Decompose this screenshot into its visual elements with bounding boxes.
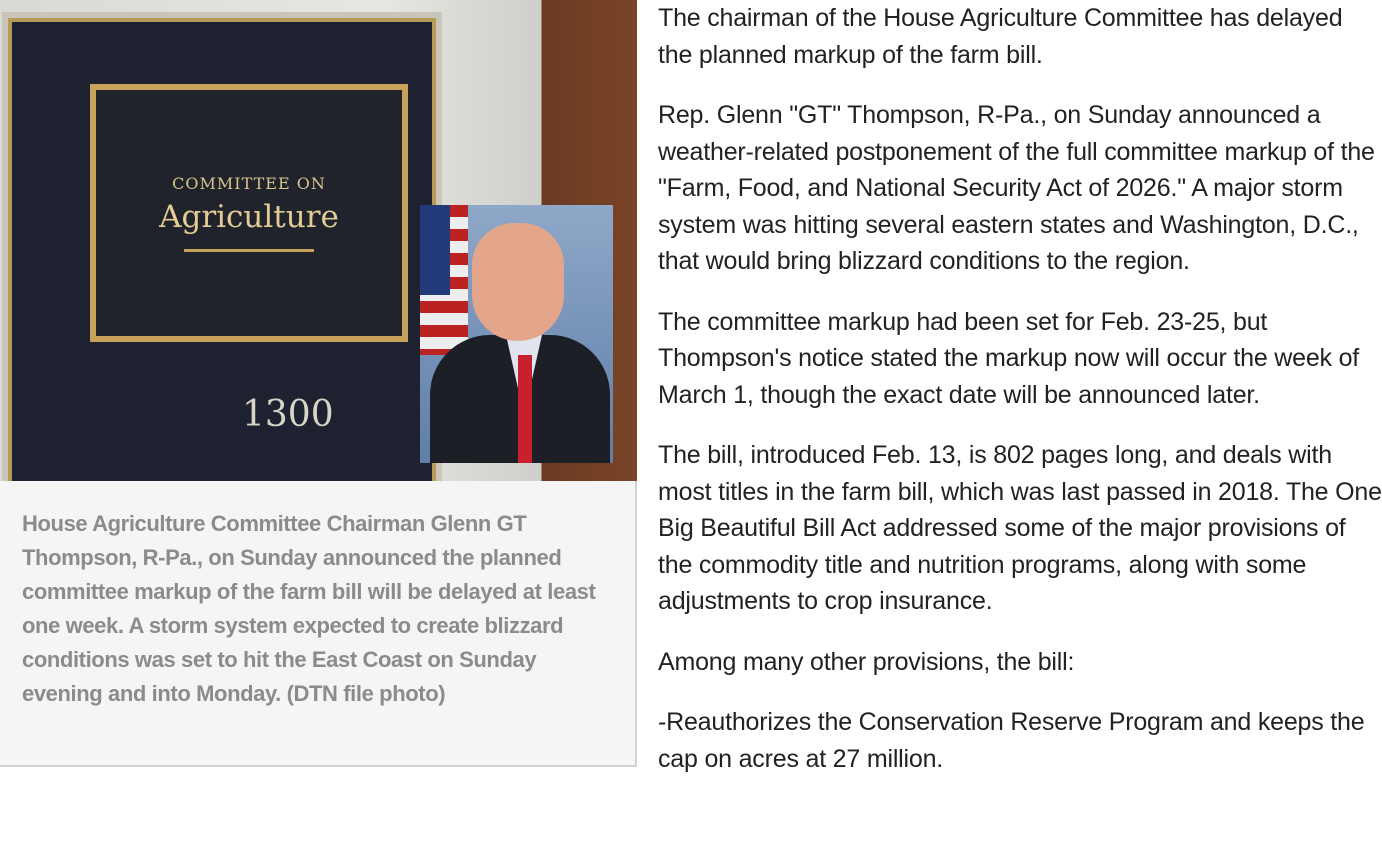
committee-plaque [8, 18, 436, 481]
article-photo[interactable] [0, 0, 637, 481]
plaque-line2: Agriculture [159, 199, 339, 235]
paragraph: The committee markup had been set for Feb. 23-25, but Thompson's notice stated the markup now will occur the week of March 1, though the exact date will be announced later. [658, 307, 1360, 409]
caption-text: House Agriculture Committee Chairman Glenn GT Thompson, R-Pa., on Sunday announced the planned committee markup of the farm bill will be delayed at least one week. A storm system expected to create blizzard conditions was set to hit the East Coast on Sunday evening and into Monday. (DTN file photo) [22, 511, 596, 706]
photo-caption [0, 481, 637, 767]
plaque-nameplate [90, 84, 408, 342]
paragraph: The chairman of the House Agriculture Committee has delayed the planned markup of the farm bill. [658, 4, 1343, 69]
plaque-line1: COMMITTEE ON [172, 174, 326, 193]
paragraph: The bill, introduced Feb. 13, is 802 pages long, and deals with most titles in the farm bill, which was last passed in 2018. The One Big Beautiful Bill Act addressed some of the major provisions of the commodity title and nutrition programs, along with some adjustments to crop insurance. [658, 441, 1382, 615]
portrait-tie [518, 355, 532, 463]
plaque-rule [184, 249, 314, 252]
room-number: 1300 [242, 394, 334, 435]
article-figure [0, 0, 637, 767]
paragraph: Among many other provisions, the bill: [658, 647, 1075, 676]
flag-image [420, 205, 468, 355]
portrait-head [472, 223, 564, 341]
paragraph: -Reauthorizes the Conservation Reserve Program and keeps the cap on acres at 27 million. [658, 708, 1365, 773]
thompson-portrait [420, 205, 613, 463]
paragraph: Rep. Glenn "GT" Thompson, R-Pa., on Sunday announced a weather-related postponement of the full committee markup of the "Farm, Food, and National Security Act of 2026." A major storm system was hitting several eastern states and Washington, D.C., that would bring blizzard conditions to the region. [658, 101, 1375, 275]
